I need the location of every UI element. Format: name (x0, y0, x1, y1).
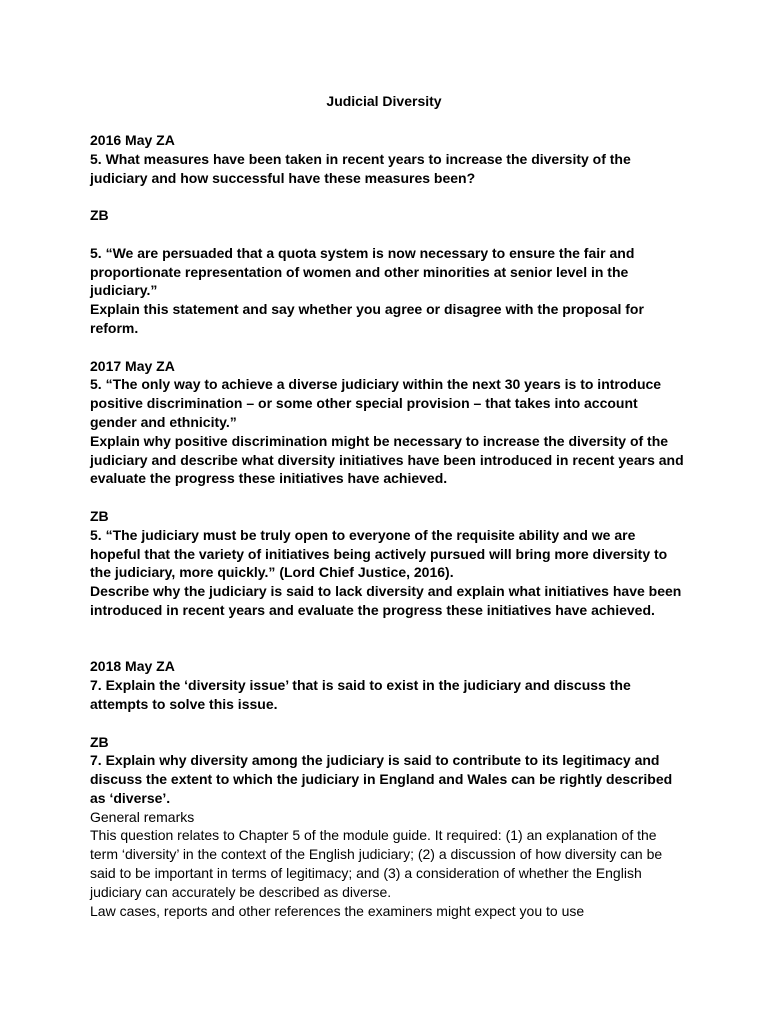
label-2016-zb: ZB (90, 207, 109, 224)
question-2016-zb-line: 5. “We are persuaded that a quota system is now necessary to ensure the fair and (90, 244, 635, 261)
references-line: Law cases, reports and other references the examiners might expect you to use (90, 902, 585, 919)
question-2017-za-line: judiciary and describe what diversity initiatives have been introduced in recent years and (90, 451, 684, 468)
question-2018-zb-line: 7. Explain why diversity among the judiciary is said to contribute to its legitimacy and (90, 752, 660, 769)
question-2016-zb-line: proportionate representation of women and other minorities at senior level in the (90, 263, 629, 280)
question-2016-zb-line: judiciary.” (90, 282, 158, 299)
question-2017-za-line: gender and ethnicity.” (90, 413, 237, 430)
question-2016-zb-line: Explain this statement and say whether you agree or disagree with the proposal for (90, 301, 644, 318)
general-remarks-line: term ‘diversity’ in the context of the English judiciary; (2) a discussion of how diversity can be (90, 846, 663, 863)
label-2018-zb: ZB (90, 733, 109, 750)
question-2017-zb-line: introduced in recent years and evaluate the progress these initiatives have achieved. (90, 601, 655, 618)
general-remarks-line: This question relates to Chapter 5 of the module guide. It required: (1) an explanation of the (90, 827, 657, 844)
heading-2017-za: 2017 May ZA (90, 357, 175, 374)
heading-2016-za: 2016 May ZA (90, 132, 175, 148)
question-2017-za-line: 5. “The only way to achieve a diverse judiciary within the next 30 years is to introduce (90, 376, 662, 393)
general-remarks-heading: General remarks (90, 808, 195, 825)
question-2017-zb-line: the judiciary, more quickly.” (Lord Chief Justice, 2016). (90, 564, 454, 581)
general-remarks-line: judiciary can accurately be described as diverse. (90, 883, 392, 900)
general-remarks-line: said to be important in terms of legitimacy; and (3) a consideration of whether the English (90, 865, 642, 882)
question-2017-zb-line: hopeful that the variety of initiatives being actively pursued will bring more diversity to (90, 545, 668, 562)
question-2016-zb-line: reform. (90, 319, 139, 336)
question-2017-za-line: Explain why positive discrimination might be necessary to increase the diversity of the (90, 432, 669, 449)
question-2017-zb-line: 5. “The judiciary must be truly open to everyone of the requisite ability and we are (90, 526, 636, 543)
question-2018-za-line: attempts to solve this issue. (90, 695, 278, 712)
question-2017-zb-line: Describe why the judiciary is said to lack diversity and explain what initiatives have been (90, 583, 682, 600)
question-2016-za-line: 5. What measures have been taken in recent years to increase the diversity of the (90, 150, 631, 167)
question-2017-za-line: evaluate the progress these initiatives have achieved. (90, 470, 448, 487)
question-2016-za-line: judiciary and how successful have these measures been? (90, 169, 476, 186)
question-2017-za-line: positive discrimination – or some other special provision – that takes into account (90, 395, 638, 412)
document-title: Judicial Diversity (326, 93, 442, 109)
heading-2018-za: 2018 May ZA (90, 658, 175, 675)
question-2018-zb-line: discuss the extent to which the judiciary in England and Wales can be rightly described (90, 771, 673, 788)
question-2018-za-line: 7. Explain the ‘diversity issue’ that is said to exist in the judiciary and discuss the (90, 677, 631, 694)
label-2017-zb: ZB (90, 507, 109, 524)
question-2018-zb-line: as ‘diverse’. (90, 789, 171, 806)
